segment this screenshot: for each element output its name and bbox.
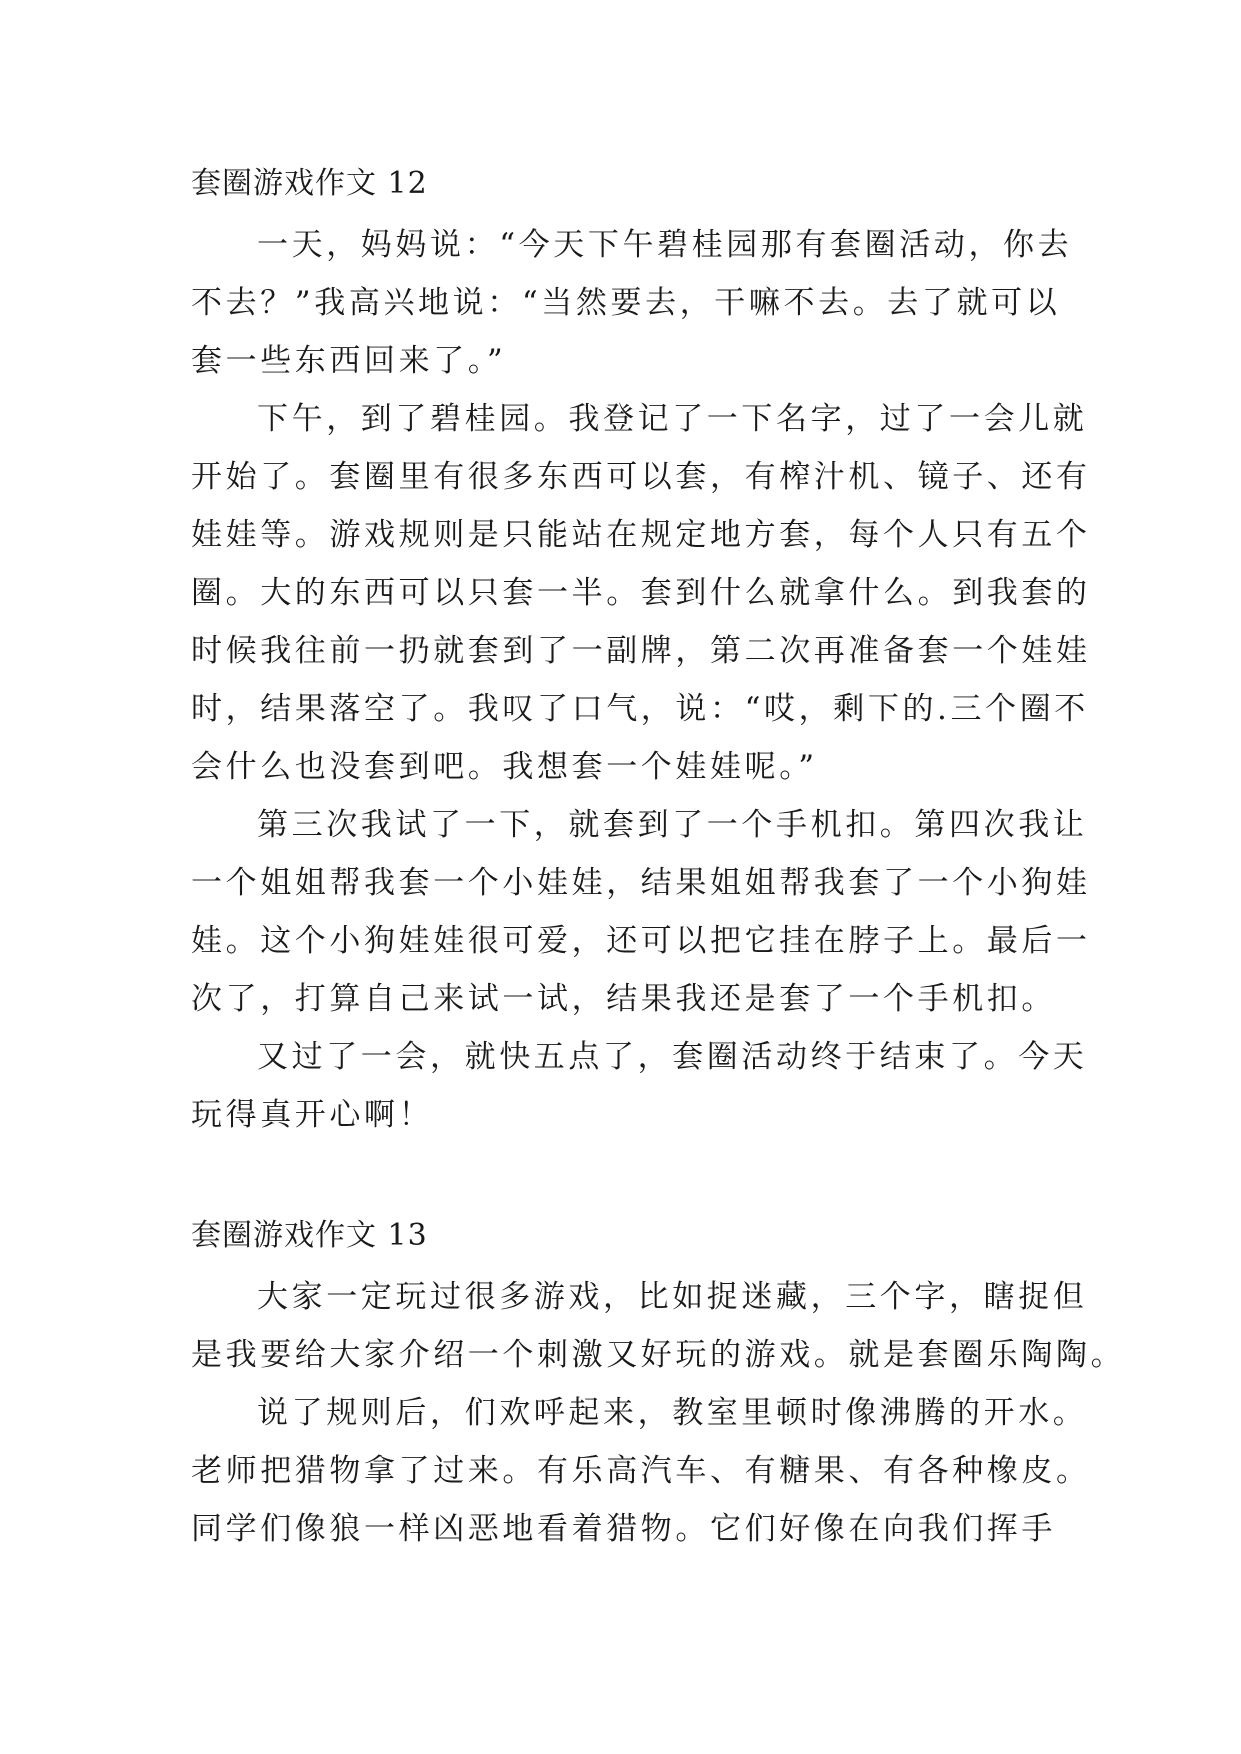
text-line: 会什么也没套到吧。我想套一个娃娃呢。” [191,749,818,785]
text-line: 次了，打算自己来试一试，结果我还是套了一个手机扣。 [191,981,1056,1017]
text-line: 又过了一会，就快五点了，套圈活动终于结束了。今天 [257,1039,1088,1075]
text-line: 是我要给大家介绍一个刺激又好玩的游戏。就是套圈乐陶陶。 [191,1337,1126,1373]
text-line: 时，结果落空了。我叹了口气，说：“哎，剩下的.三个圈不 [191,691,1089,727]
text-line: 玩得真开心啊！ [191,1097,434,1133]
text-line: 下午，到了碧桂园。我登记了一下名字，过了一会儿就 [257,401,1088,437]
text-line: 一个姐姐帮我套一个小娃娃，结果姐姐帮我套了一个小狗娃 [191,865,1091,901]
essay-title: 套圈游戏作文 12 [191,166,428,201]
text-line: 同学们像狼一样凶恶地看着猎物。它们好像在向我们挥手 [191,1511,1056,1547]
paragraph [191,1028,1088,1144]
text-line: 套一些东西回来了。” [191,343,507,379]
text-line: 开始了。套圈里有很多东西可以套，有榨汁机、镜子、还有 [191,459,1091,495]
text-line: 老师把猎物拿了过来。有乐高汽车、有糖果、有各种橡皮。 [191,1453,1091,1489]
paragraph [191,1268,1126,1384]
text-line: 说了规则后，们欢呼起来，教室里顿时像沸腾的开水。 [257,1395,1088,1431]
paragraph [191,390,1091,796]
text-line: 时候我往前一扔就套到了一副牌，第二次再准备套一个娃娃 [191,633,1091,669]
paragraph [191,1384,1091,1558]
text-line: 圈。大的东西可以只套一半。套到什么就拿什么。到我套的 [191,575,1091,611]
paragraph [191,796,1091,1028]
text-line: 大家一定玩过很多游戏，比如捉迷藏，三个字，瞎捉但 [257,1279,1088,1315]
text-line: 第三次我试了一下，就套到了一个手机扣。第四次我让 [257,807,1088,843]
essay-13 [191,1212,1126,1558]
text-line: 娃娃等。游戏规则是只能站在规定地方套，每个人只有五个 [191,517,1091,553]
text-line: 一天，妈妈说：“今天下午碧桂园那有套圈活动，你去 [257,227,1073,263]
text-line: 娃。这个小狗娃娃很可爱，还可以把它挂在脖子上。最后一 [191,923,1091,959]
essay-12 [191,160,1091,1144]
paragraph [191,216,1073,390]
text-line: 不去？”我高兴地说：“当然要去，干嘛不去。去了就可以 [191,285,1061,321]
essay-title: 套圈游戏作文 13 [191,1218,428,1253]
